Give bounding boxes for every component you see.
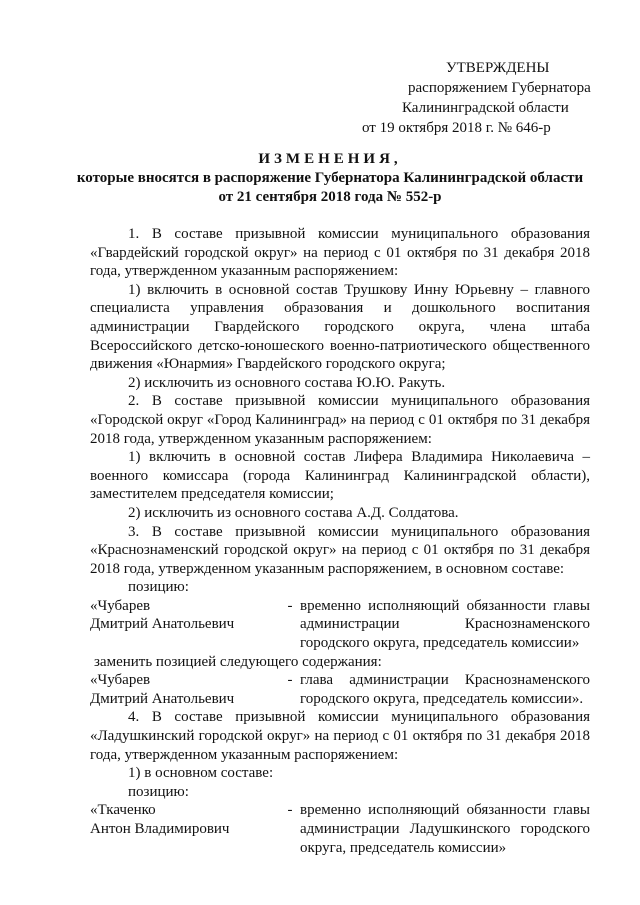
approval-line-2: Калининградской области [402,100,569,116]
entry-name [90,671,280,708]
entry-description: глава администрации Краснознаменского городского округа, председатель комиссии». [300,672,590,707]
document-body [90,225,590,857]
entry-name-line-1: «Ткаченко [90,802,156,819]
entry-name-line-2: Дмитрий Анатольевич [90,690,235,707]
section-4-intro: 4. В составе призывной комиссии муниципального образования «Ладушкинский городской округ» на период с 01 октября по 31 декабря 2018 года, утвержденном указанным распоряжением: [90,709,590,763]
section-2-item-1: 1) включить в основной состав Лифера Владимира Николаевича – военного комиссара (города Калининград Калининградской области), заместителем председателя комиссии; [90,449,590,503]
entry-name [90,801,280,857]
approval-line-1: распоряжением Губернатора [408,80,591,96]
section-3-replace-label: заменить позицией следующего содержания: [94,653,382,670]
section-3-old-entry [90,597,590,653]
entry-dash: - [287,802,293,819]
section-4-old-entry [90,801,590,857]
section-3-position-label: позицию: [128,579,189,596]
section-3-intro: 3. В составе призывной комиссии муниципального образования «Краснознаменский городской округ» на период с 01 октября по 31 декабря 2018 года, утвержденном указанным распоряжением, в основном составе: [90,523,590,577]
entry-description: временно исполняющий обязанности главы администрации Краснознаменского городского округа, председатель комиссии» [300,597,590,652]
section-2-intro: 2. В составе призывной комиссии муниципального образования «Городской округ «Город Калининград» на период с 01 октября по 31 декабря 2018 года, утвержденном указанным распоряжением: [90,393,590,447]
approval-line-3: от 19 октября 2018 г. № 646-р [362,120,551,136]
entry-name-line-1: «Чубарев [90,672,151,689]
entry-name-line-2: Дмитрий Анатольевич [90,616,235,633]
entry-dash: - [287,597,293,614]
entry-name-line-1: «Чубарев [90,597,151,614]
entry-dash: - [287,672,293,689]
heading-title: ИЗМЕНЕНИЯ, [258,151,402,167]
section-4-item-1: 1) в основном составе: [128,765,274,782]
approval-block [362,58,612,138]
approval-title: УТВЕРЖДЕНЫ [446,60,550,76]
section-1-intro: 1. В составе призывной комиссии муниципального образования «Гвардейский городской округ» на период с 01 октября по 31 декабря 2018 года, утвержденном указанным распоряжением: [90,226,590,280]
section-4-position-label: позицию: [128,783,189,800]
entry-name-line-2: Антон Владимирович [90,821,230,837]
entry-name [90,597,280,653]
section-3-new-entry [90,671,590,708]
heading-line-2: от 21 сентября 2018 года № 552-р [218,189,442,205]
document-heading [60,150,600,207]
heading-line-1: которые вносятся в распоряжение Губернатора Калининградской области [76,170,584,186]
entry-description: временно исполняющий обязанности главы администрации Ладушкинского городского округа, председатель комиссии» [300,802,590,856]
section-1-item-2: 2) исключить из основного состава Ю.Ю. Ракуть. [128,374,446,391]
section-1-item-1: 1) включить в основной состав Трушкову Инну Юрьевну – главного специалиста управления образования и дошкольного воспитания администрации Гвардейского городского округа, члена штаба Всероссийского детско-юношеского военно-патриотического общественного движения «Юнармия» Гвардейского городского округа; [90,281,590,373]
section-2-item-2: 2) исключить из основного состава А.Д. Солдатова. [128,504,459,521]
